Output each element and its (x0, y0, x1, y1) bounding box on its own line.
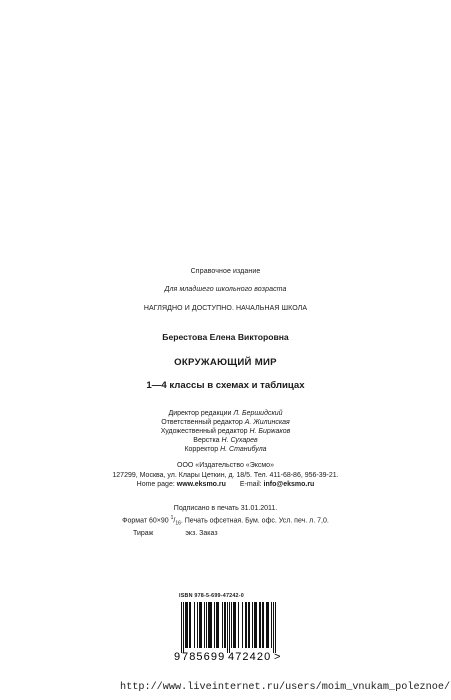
format-fraction-separator: / (173, 516, 176, 524)
staff-role: Корректор (184, 446, 221, 453)
barcode-bar (224, 602, 225, 648)
barcode-bar (263, 602, 264, 648)
barcode-bar (194, 602, 195, 648)
barcode-guard-bar (183, 602, 184, 653)
home-page-label: Home page: (136, 481, 177, 489)
staff-role: Директор редакции (168, 410, 234, 417)
barcode-bar (259, 602, 260, 648)
author-name: Берестова Елена Викторовна (162, 332, 289, 342)
barcode-guard-bar (227, 602, 228, 653)
barcode-bar (208, 602, 209, 648)
barcode-bar (246, 602, 247, 648)
publisher-block (0, 461, 451, 490)
editorial-staff (0, 409, 451, 454)
barcode-bar (234, 602, 235, 648)
barcode-guard-bar (273, 602, 274, 653)
isbn-number: ISBN 978-5-699-47242-0 (179, 593, 244, 599)
barcode-bar (185, 602, 186, 648)
barcode-bar (238, 602, 239, 648)
book-subtitle: 1—4 классы в схемах и таблицах (146, 380, 305, 391)
barcode-bar (255, 602, 256, 648)
barcode-bar (216, 602, 217, 648)
format-fraction-numerator: 1 (170, 514, 174, 521)
barcode-bar (260, 602, 261, 648)
format-fraction-denominator: 16 (175, 520, 181, 527)
barcode-bar (248, 602, 249, 648)
staff-name: Н. Станибула (220, 446, 267, 453)
staff-name: А. Жилинская (244, 419, 290, 426)
barcode-bar (267, 602, 268, 648)
barcode-bar (200, 602, 201, 648)
home-page-link[interactable]: www.eksmo.ru (176, 481, 226, 489)
signed-for-print: Подписано в печать 31.01.2011. (173, 505, 278, 512)
barcode-guard-bar (229, 602, 230, 653)
format-suffix: . Печать офсетная. Бум. офс. Усл. печ. л. 7,0. (180, 516, 329, 524)
barcode-bar (256, 602, 257, 648)
barcode-bar (231, 602, 232, 648)
barcode-bar (218, 602, 219, 648)
barcode-bar (189, 602, 190, 648)
reference-edition-label: Справочное издание (190, 268, 261, 275)
staff-line (0, 427, 451, 436)
staff-role: Ответственный редактор (161, 419, 245, 426)
isbn-barcode (173, 602, 283, 662)
barcode-guard-bar (181, 602, 182, 653)
staff-name: Л. Бершидский (233, 410, 283, 417)
barcode-bar (268, 602, 269, 648)
barcode-bar (235, 602, 236, 648)
barcode-bar (222, 602, 223, 648)
barcode-bar (262, 602, 263, 648)
order-label: экз. Заказ (185, 529, 218, 537)
publisher-contacts (0, 480, 451, 490)
staff-line (0, 436, 451, 445)
barcode-bar (204, 602, 205, 648)
barcode-bar (206, 602, 207, 648)
barcode-bar (233, 602, 234, 648)
barcode-lead-digit: 9 (174, 651, 182, 662)
barcode-bar (266, 602, 267, 648)
staff-line (0, 418, 451, 427)
staff-name: Н. Биржаков (249, 428, 291, 435)
email-link[interactable]: info@eksmo.ru (263, 481, 315, 489)
barcode-group-right: 472420 (228, 651, 272, 662)
barcode-bar (201, 602, 202, 648)
barcode-bar (187, 602, 188, 648)
barcode-bar (214, 602, 215, 648)
staff-role: Верстка (193, 437, 222, 444)
print-run-line (0, 529, 451, 539)
staff-line (0, 445, 451, 454)
email-label: E-mail: (239, 481, 264, 489)
staff-role: Художественный редактор (160, 428, 250, 435)
barcode-arrow: > (274, 651, 282, 662)
barcode-bar (209, 602, 210, 648)
barcode-bar (210, 602, 211, 648)
barcode-bar (254, 602, 255, 648)
publisher-name: ООО «Издательство «Эксмо» (177, 462, 274, 469)
barcode-bar (245, 602, 246, 648)
barcode-group-left: 785699 (182, 651, 226, 662)
format-prefix: Формат 60×90 (122, 516, 171, 524)
barcode-bar (242, 602, 243, 648)
barcode-bar (211, 602, 212, 648)
barcode-bar (186, 602, 187, 648)
barcode-bar (225, 602, 226, 648)
barcode-bar (217, 602, 218, 648)
staff-name: Н. Сухарев (221, 437, 258, 444)
series-title: НАГЛЯДНО И ДОСТУПНО. НАЧАЛЬНАЯ ШКОЛА (143, 305, 308, 312)
barcode-bar (197, 602, 198, 648)
staff-line (0, 409, 451, 418)
publisher-address: 127299, Москва, ул. Клары Цеткин, д. 18/5. Тел. 411-68-86, 956-39-21. (112, 471, 339, 479)
barcode-guard-bar (275, 602, 276, 653)
print-run-label: Тираж (133, 529, 154, 537)
barcode-bar (271, 602, 272, 648)
book-title: ОКРУЖАЮЩИЙ МИР (174, 357, 277, 368)
format-line (0, 514, 451, 529)
source-url[interactable]: http://www.liveinternet.ru/users/moim_vnukam_poleznoe/ (120, 682, 451, 693)
barcode-bar (249, 602, 250, 648)
age-group-label: Для младшего школьного возраста (164, 286, 287, 293)
print-details (0, 504, 451, 539)
barcode-bar (252, 602, 253, 648)
barcode-bar (190, 602, 191, 648)
barcode-bar (199, 602, 200, 648)
